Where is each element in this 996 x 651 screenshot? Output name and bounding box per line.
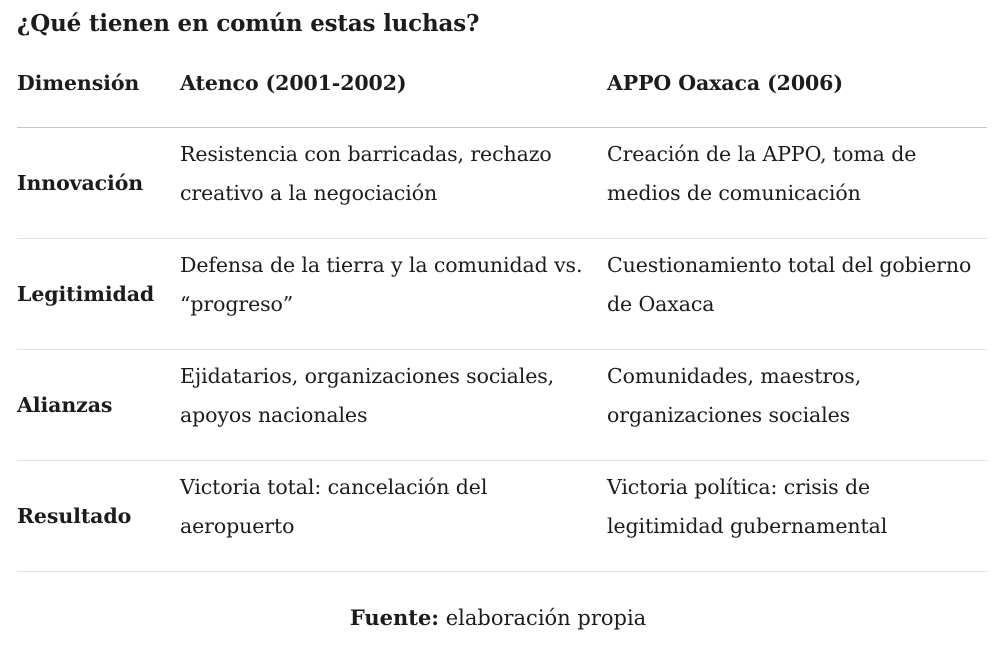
table-row <box>17 128 987 239</box>
header-dimension: Dimensión <box>17 71 140 95</box>
row-dimension: Resultado <box>17 503 132 528</box>
row-dimension: Legitimidad <box>17 281 155 306</box>
source-text: elaboración propia <box>445 606 647 630</box>
source-label: Fuente: <box>349 605 440 630</box>
row-atenco: Defensa de la tierra y la comunidad vs. “progreso” <box>180 253 583 316</box>
row-atenco: Resistencia con barricadas, rechazo creativo a la negociación <box>180 142 552 205</box>
table-row <box>17 461 987 572</box>
row-appo: Comunidades, maestros, organizaciones sociales <box>607 364 862 427</box>
header-atenco: Atenco (2001-2002) <box>180 71 407 95</box>
row-atenco: Ejidatarios, organizaciones sociales, apoyos nacionales <box>180 364 555 427</box>
row-dimension: Innovación <box>17 170 144 195</box>
row-dimension: Alianzas <box>17 392 113 417</box>
table-row <box>17 239 987 350</box>
row-appo: Creación de la APPO, toma de medios de comunicación <box>607 142 917 205</box>
row-appo: Cuestionamiento total del gobierno de Oaxaca <box>607 253 972 316</box>
table-row <box>17 350 987 461</box>
header-appo: APPO Oaxaca (2006) <box>607 71 843 95</box>
row-atenco: Victoria total: cancelación del aeropuerto <box>180 475 488 538</box>
page-title: ¿Qué tienen en común estas luchas? <box>17 10 480 37</box>
source-note <box>0 605 996 630</box>
comparison-table <box>17 56 987 572</box>
row-appo: Victoria política: crisis de legitimidad gubernamental <box>607 475 888 538</box>
table-header-row <box>17 56 987 128</box>
